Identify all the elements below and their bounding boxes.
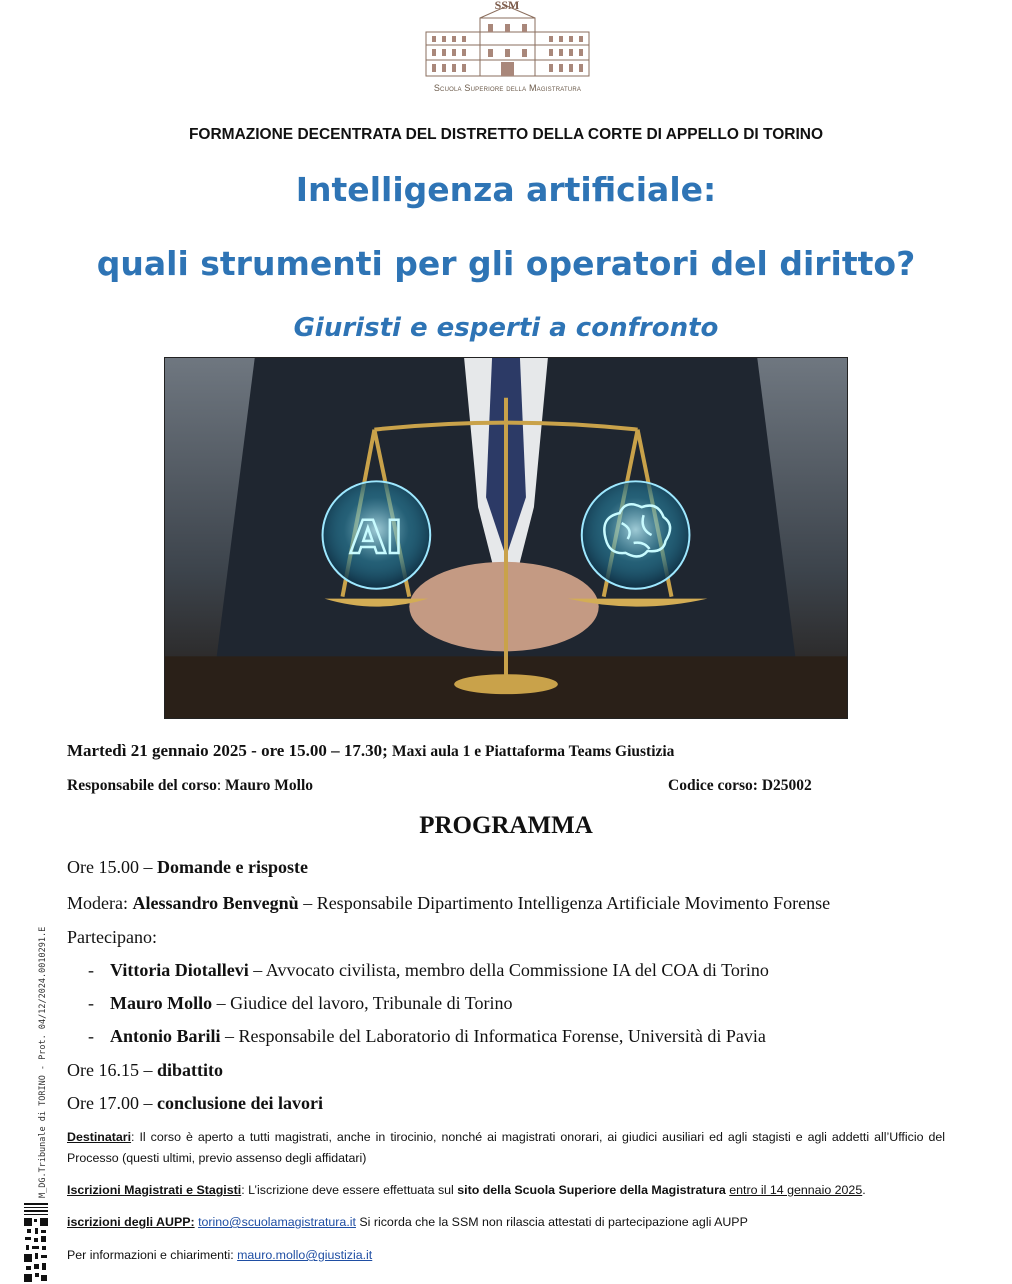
- course-manager: Responsabile del corso: Mauro Mollo: [67, 777, 313, 794]
- participants-label: Partecipano:: [67, 927, 157, 947]
- protocol-text: M_DG.Tribunale di TORINO - Prot. 04/12/2024.0010291.E: [38, 926, 48, 1198]
- subtitle: Giuristi e esperti a confronto: [293, 313, 719, 343]
- info-email-link[interactable]: mauro.mollo@giustizia.it: [237, 1248, 373, 1262]
- title-line-1: Intelligenza artificiale:: [295, 170, 717, 209]
- course-code: Codice corso: D25002: [668, 777, 812, 794]
- protocol-stamp: [26, 888, 48, 1198]
- qr-code-icon: [23, 1202, 49, 1284]
- aupp-note: iscrizioni degli AUPP: torino@scuolamagistratura.it Si ricorda che la SSM non rilascia attestati di partecipazione agli AUPP: [67, 1215, 748, 1229]
- info-note: Per informazioni e chiarimenti: mauro.mollo@giustizia.it: [67, 1248, 373, 1262]
- participant-item: - Antonio Barili – Responsabile del Laboratorio di Informatica Forense, Università di Pavia: [88, 1026, 766, 1046]
- aupp-email-link[interactable]: torino@scuolamagistratura.it: [198, 1215, 356, 1229]
- moderator-line: Modera: Alessandro Benvegnù – Responsabile Dipartimento Intelligenza Artificiale Movimento Forense: [67, 893, 831, 913]
- participant-item: - Vittoria Diotallevi – Avvocato civilista, membro della Commissione IA del COA di Torino: [88, 960, 769, 980]
- programma-heading: PROGRAMMA: [419, 812, 593, 839]
- destinatari-note: Destinatari: Il corso è aperto a tutti magistrati, anche in tirocinio, nonché ai magistrati onorari, ai giudici ausiliari ed agli stagisti e agli addetti all’Ufficio del Processo (questi ultimi, previo assenso degli affidatari): [67, 1130, 945, 1165]
- iscrizioni-note: Iscrizioni Magistrati e Stagisti: L’iscrizione deve essere effettuata sul sito della Scuola Superiore della Magistratura entro il 14 gennaio 2025.: [67, 1183, 866, 1197]
- hero-image: [164, 357, 848, 719]
- schedule-row-3: Ore 17.00 – conclusione dei lavori: [67, 1093, 323, 1113]
- logo-monogram: SSM: [494, 0, 520, 12]
- schedule-row-1: Ore 15.00 – Domande e risposte: [67, 857, 308, 877]
- organizer-header: FORMAZIONE DECENTRATA DEL DISTRETTO DELLA CORTE DI APPELLO DI TORINO: [188, 126, 824, 143]
- title-line-2: quali strumenti per gli operatori del diritto?: [96, 244, 916, 283]
- logo-caption: Scuola Superiore della Magistratura: [433, 83, 582, 93]
- event-date: Martedì 21 gennaio 2025 - ore 15.00 – 17.30; Maxi aula 1 e Piattaforma Teams Giustizia: [67, 741, 675, 760]
- ai-label: AI: [350, 509, 403, 564]
- participant-item: - Mauro Mollo – Giudice del lavoro, Tribunale di Torino: [88, 993, 513, 1013]
- schedule-row-2: Ore 16.15 – dibattito: [67, 1060, 223, 1080]
